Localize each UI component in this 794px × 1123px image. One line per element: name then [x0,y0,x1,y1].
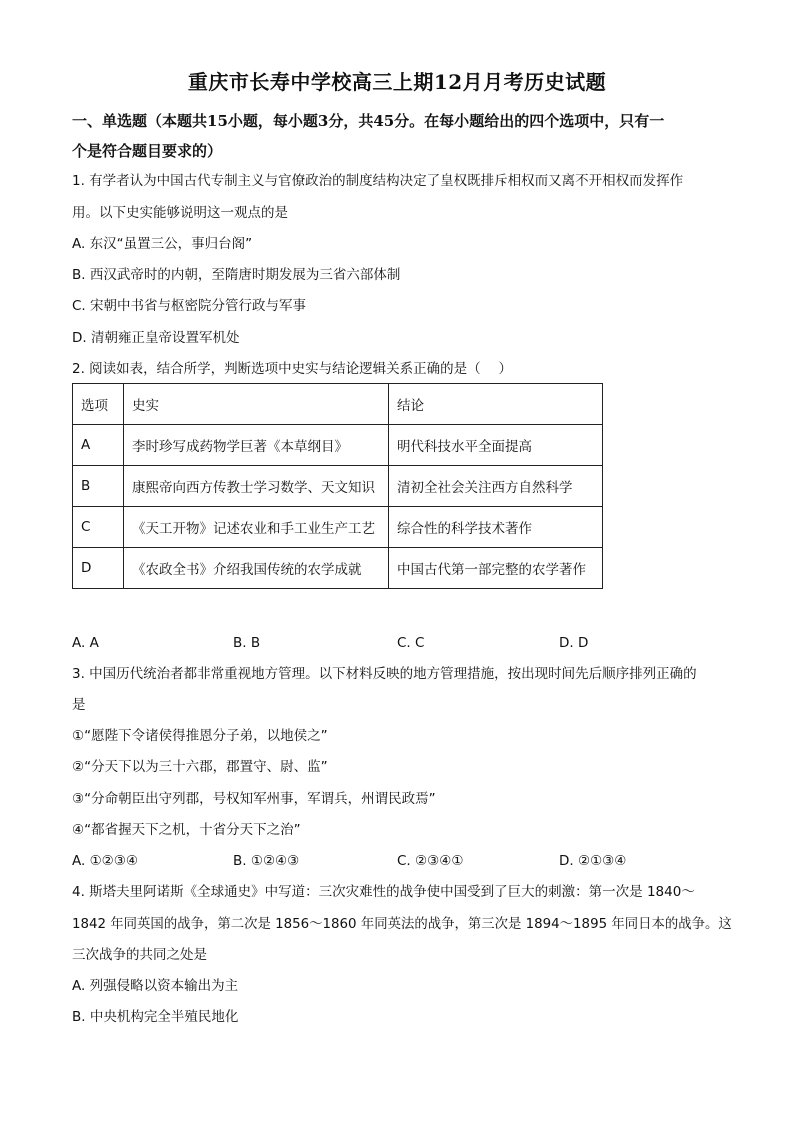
table-header-cell: 史实 [124,384,389,425]
table-row [73,507,603,548]
q1-option-b: B. 西汉武帝时的内朝，至隋唐时期发展为三省六部体制 [72,267,401,283]
q1-option-c: C. 宋朝中书省与枢密院分管行政与军事 [72,298,307,314]
q2-option-b: B. B [233,635,261,651]
q1-stem-line-1: 1. 有学者认为中国古代专制主义与官僚政治的制度结构决定了皇权既排斥相权而又离不开相权而发挥作 [72,173,684,189]
table-cell: 《农政全书》介绍我国传统的农学成就 [124,548,389,589]
table-cell: D [73,548,124,589]
q3-option-d: D. ②①③④ [559,853,627,869]
q4-stem-line-3: 三次战争的共同之处是 [72,947,207,963]
q3-item-1: ①“愿陛下令诸侯得推恩分子弟，以地侯之” [72,728,328,744]
q2-option-a: A. A [72,635,99,651]
q3-item-4: ④“都省握天下之机，十省分天下之治” [72,822,301,838]
q2-option-c: C. C [397,635,425,651]
section-heading-line-1: 一、单选题（本题共15小题，每小题3分，共45分。在每小题给出的四个选项中，只有一 [72,112,665,130]
table-cell: 李时珍写成药物学巨著《本草纲目》 [124,425,389,466]
q4-stem-line-2: 1842 年同英国的战争，第二次是 1856～1860 年同英法的战争，第三次是 1894～1895 年同日本的战争。这 [72,916,732,932]
q4-option-a: A. 列强侵略以资本输出为主 [72,978,239,994]
table-row [73,466,603,507]
q3-stem-line-1: 3. 中国历代统治者都非常重视地方管理。以下材料反映的地方管理措施，按出现时间先后顺序排列正确的 [72,666,697,682]
q1-option-d: D. 清朝雍正皇帝设置军机处 [72,330,240,346]
table-header-cell: 选项 [73,384,124,425]
q2-table [72,383,603,589]
q3-stem-line-2: 是 [72,697,86,713]
q3-option-c: C. ②③④① [397,853,464,869]
table-cell: 清初全社会关注西方自然科学 [389,466,603,507]
table-row [73,548,603,589]
q3-option-a: A. ①②③④ [72,853,138,869]
table-cell: 综合性的科学技术著作 [389,507,603,548]
section-heading [72,106,732,166]
table-cell: 中国古代第一部完整的农学著作 [389,548,603,589]
q2-stem: 2. 阅读如表，结合所学，判断选项中史实与结论逻辑关系正确的是（ ） [72,361,512,377]
q1-option-a: A. 东汉“虽置三公，事归台阁” [72,236,253,252]
table-cell: A [73,425,124,466]
table-cell: 《天工开物》记述农业和手工业生产工艺 [124,507,389,548]
q4-stem-line-1: 4. 斯塔夫里阿诺斯《全球通史》中写道：三次灾难性的战争使中国受到了巨大的刺激：第一次是 1840～ [72,884,695,900]
table-header-cell: 结论 [389,384,603,425]
q2-option-d: D. D [559,635,589,651]
q4-option-b: B. 中央机构完全半殖民地化 [72,1009,239,1025]
q3-item-2: ②“分天下以为三十六郡，郡置守、尉、监” [72,759,328,775]
table-cell: C [73,507,124,548]
table-cell: 明代科技水平全面提高 [389,425,603,466]
q3-option-b: B. ①②④③ [233,853,300,869]
page-title: 重庆市长寿中学校高三上期12月月考历史试题 [187,70,607,94]
q3-item-3: ③“分命朝臣出守列郡，号权知军州事，军谓兵，州谓民政焉” [72,791,436,807]
table-header-row [73,384,603,425]
table-cell: B [73,466,124,507]
q1-stem-line-2: 用。以下史实能够说明这一观点的是 [72,205,288,221]
table-row [73,425,603,466]
section-heading-line-2: 个是符合题目要求的） [72,142,223,160]
table-cell: 康熙帝向西方传教士学习数学、天文知识 [124,466,389,507]
